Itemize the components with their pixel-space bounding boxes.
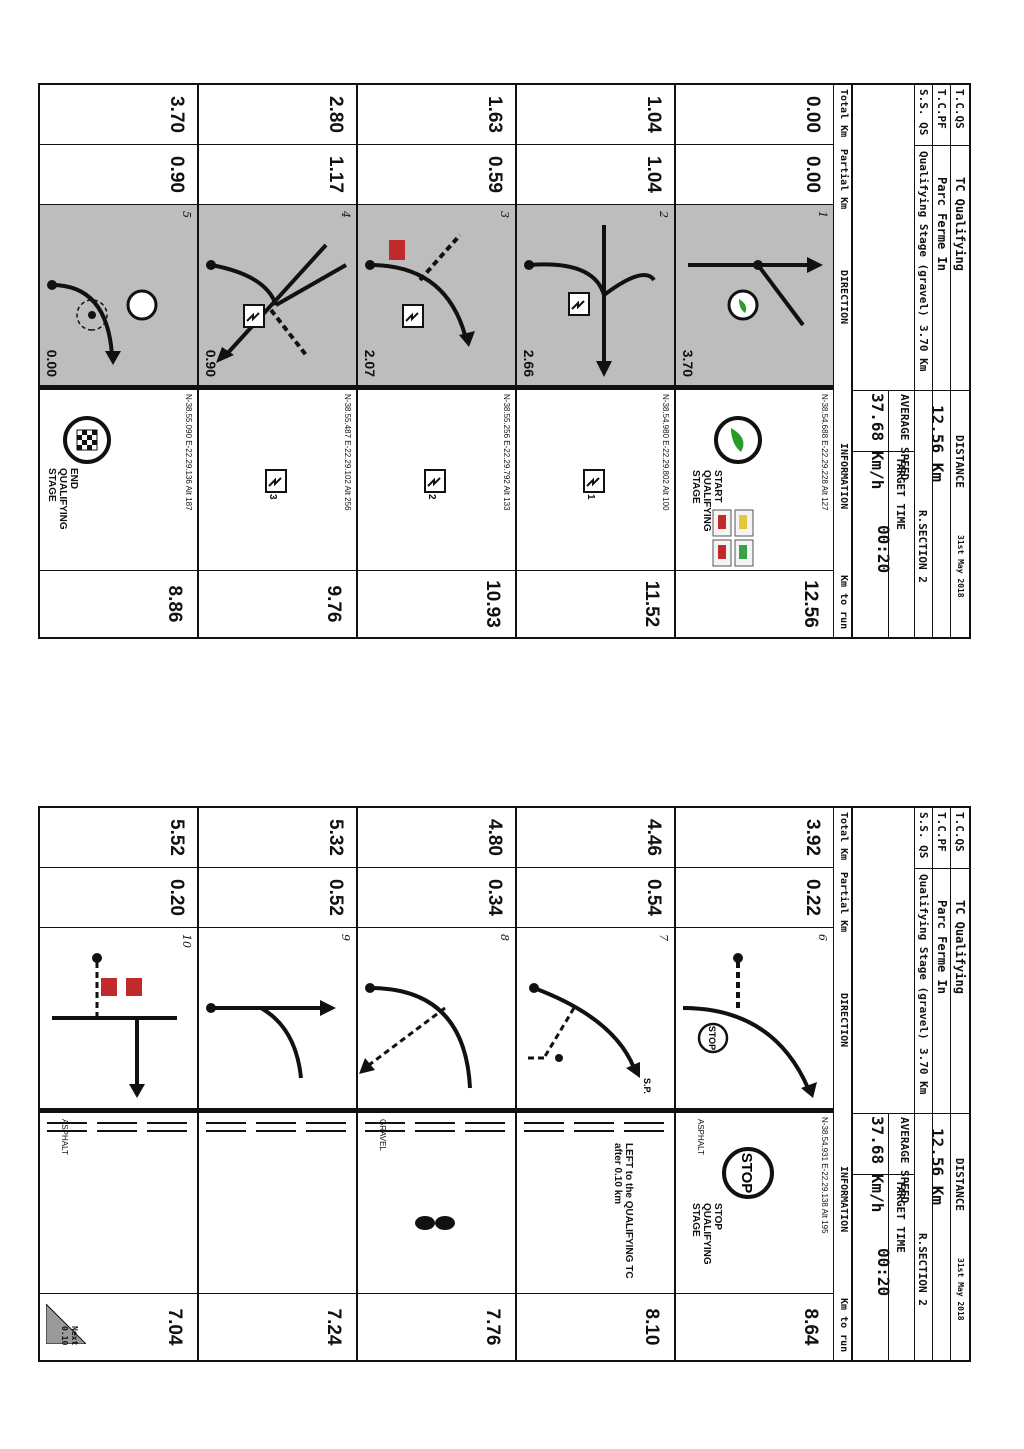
partial-km: 1.04	[643, 156, 664, 193]
avg-speed-value: 37.68 Km/h	[868, 393, 887, 490]
ss-code: S.S. QS	[917, 812, 930, 859]
tc-qs-name: TC Qualifying	[953, 177, 967, 271]
partial-km: 0.20	[166, 879, 187, 916]
ss-name: Qualifying Stage (gravel)	[917, 151, 930, 317]
tulip-diagram	[517, 205, 674, 385]
waypoint-row	[515, 806, 674, 1362]
tulip-diagram	[676, 205, 833, 385]
waypoint-row	[38, 806, 197, 1362]
sheet-header	[851, 83, 971, 639]
info-text: 1	[585, 494, 596, 500]
tc-pf-code: T.C.PF	[935, 812, 948, 852]
stage-distance: 0.00	[44, 349, 60, 377]
waypoint-number: 2	[657, 211, 670, 218]
rsection-text: R.SECTION 2	[916, 510, 929, 583]
km-to-run: 10.93	[482, 580, 503, 628]
gps-coordinates: N-38.54.980 E-22.29.802 Alt 100	[661, 394, 670, 511]
partial-km: 0.52	[325, 879, 346, 916]
house-icon	[126, 978, 142, 996]
info-text: 2	[426, 494, 437, 500]
col-km-to-run: Km to run	[838, 575, 849, 630]
arrows-icon	[517, 1113, 674, 1294]
surface-label: ASPHALT	[60, 1119, 69, 1155]
km-to-run: 8.86	[164, 585, 185, 623]
distance-label: DISTANCE	[953, 1158, 966, 1211]
stage-distance: 2.66	[521, 349, 537, 377]
waypoint-number: 1	[816, 211, 829, 218]
tulip-diagram	[517, 928, 674, 1108]
gps-coordinates: N-38.55.256 E-22.29.792 Alt 133	[502, 394, 511, 511]
tc-pf-name: Parc Ferme In	[935, 177, 949, 271]
waypoint-number: 4	[339, 211, 352, 218]
column-headers	[833, 806, 851, 1362]
next-value: 0.10	[60, 1326, 69, 1346]
total-km: 4.80	[484, 819, 505, 856]
sp-label: S.P.	[642, 1078, 652, 1094]
waypoint-number: 9	[339, 934, 352, 941]
waypoint-number: 10	[180, 934, 193, 948]
col-partial: Partial Km	[838, 872, 849, 933]
distance-value: 12.56 Km	[928, 405, 947, 483]
date-text: 31st May 2018	[956, 1258, 965, 1321]
partial-km: 0.22	[802, 879, 823, 916]
tulip-diagram	[676, 928, 833, 1108]
gps-coordinates: N-38.54.688 E-22.29.228 Alt 127	[820, 394, 829, 511]
chequered-flag-icon	[128, 291, 156, 319]
ss-name: Qualifying Stage (gravel)	[917, 874, 930, 1040]
col-information: INFORMATION	[838, 443, 849, 510]
tulip-diagram	[40, 205, 197, 385]
km-to-run: 7.76	[482, 1308, 503, 1346]
footprints-icon	[435, 1216, 455, 1230]
partial-km: 0.90	[166, 156, 187, 193]
waypoint-row	[356, 806, 515, 1362]
ss-code: S.S. QS	[917, 89, 930, 136]
tc-pf-code: T.C.PF	[935, 89, 948, 129]
km-to-run: 7.04	[164, 1308, 185, 1346]
rsection-text: R.SECTION 2	[916, 1233, 929, 1306]
col-total: Total Km	[838, 89, 849, 138]
col-total: Total Km	[838, 812, 849, 861]
waypoint-number: 8	[498, 934, 511, 941]
col-information: INFORMATION	[838, 1166, 849, 1233]
col-partial: Partial Km	[838, 149, 849, 210]
avg-speed-value: 37.68 Km/h	[868, 1116, 887, 1213]
partial-km: 1.17	[325, 156, 346, 193]
waypoint-row	[197, 806, 356, 1362]
tulip-diagram	[199, 928, 356, 1108]
total-km: 0.00	[802, 96, 823, 133]
surface-label: ASPHALT	[696, 1119, 705, 1155]
col-km-to-run: Km to run	[838, 1298, 849, 1353]
total-km: 4.46	[643, 819, 664, 856]
total-km: 1.63	[484, 96, 505, 133]
roadbook-sheet-1	[44, 83, 971, 639]
partial-km: 0.00	[802, 156, 823, 193]
km-to-run: 7.24	[323, 1308, 344, 1346]
target-time-label: TARGET TIME	[894, 457, 907, 530]
next-label: Next	[70, 1326, 79, 1346]
total-km: 3.70	[166, 96, 187, 133]
tc-qs-code: T.C.QS	[953, 812, 966, 852]
info-text: 3	[267, 494, 278, 500]
house-icon	[101, 978, 117, 996]
km-to-run: 9.76	[323, 585, 344, 623]
date-text: 31st May 2018	[956, 535, 965, 598]
tulip-diagram	[358, 928, 515, 1108]
total-km: 5.52	[166, 819, 187, 856]
waypoint-number: 7	[657, 934, 670, 941]
tulip-diagram	[199, 205, 356, 385]
partial-km: 0.54	[643, 879, 664, 916]
tulip-diagram	[40, 928, 197, 1108]
total-km: 3.92	[802, 819, 823, 856]
waypoint-row	[515, 83, 674, 639]
column-headers	[833, 83, 851, 639]
sheet-header	[851, 806, 971, 1362]
info-text: LEFT to the QUALIFYING TC after 0.10 km	[612, 1143, 634, 1279]
tc-qs-name: TC Qualifying	[953, 900, 967, 994]
km-to-run: 11.52	[641, 580, 662, 628]
tc-qs-code: T.C.QS	[953, 89, 966, 129]
avg-speed-label: AVERAGE SPEED	[898, 1117, 911, 1204]
house-icon	[389, 240, 405, 260]
waypoint-number: 6	[816, 934, 829, 941]
waypoint-row	[674, 83, 833, 639]
gps-coordinates: N-38.55.487 E-22.29.102 Alt 256	[343, 394, 352, 511]
km-to-run: 8.10	[641, 1308, 662, 1346]
distance-value: 12.56 Km	[928, 1128, 947, 1206]
avg-speed-label: AVERAGE SPEED	[898, 394, 911, 481]
svg-text:STOP: STOP	[707, 1025, 717, 1051]
waypoint-row	[38, 83, 197, 639]
gps-coordinates: N-38.55.090 E-22.29.136 Alt 187	[184, 394, 193, 511]
stage-distance: 0.90	[203, 349, 219, 377]
info-text: START QUALIFYING STAGE	[690, 470, 723, 532]
stage-distance: 2.07	[362, 349, 378, 377]
tulip-diagram	[358, 205, 515, 385]
waypoint-row	[356, 83, 515, 639]
gps-coordinates: N-38.54.931 E-22.29.138 Alt 195	[820, 1117, 829, 1234]
info-text: END QUALIFYING STAGE	[46, 468, 79, 530]
km-to-run: 12.56	[800, 580, 821, 628]
col-direction: DIRECTION	[838, 993, 849, 1048]
partial-km: 0.34	[484, 879, 505, 916]
roadbook-sheet-2	[56, 806, 971, 1362]
partial-km: 0.59	[484, 156, 505, 193]
waypoint-number: 5	[180, 211, 193, 218]
total-km: 2.80	[325, 96, 346, 133]
svg-text:STOP: STOP	[738, 1152, 755, 1194]
tc-pf-name: Parc Ferme In	[935, 900, 949, 994]
surface-label: GRAVEL	[378, 1119, 387, 1151]
waypoint-row	[197, 83, 356, 639]
total-km: 5.32	[325, 819, 346, 856]
stage-distance: 3.70	[680, 349, 696, 377]
waypoint-row	[674, 806, 833, 1362]
waypoint-number: 3	[498, 211, 511, 218]
target-time-value: 00:20	[874, 1248, 893, 1297]
info-text: STOP QUALIFYING STAGE	[690, 1203, 723, 1265]
distance-label: DISTANCE	[953, 435, 966, 488]
km-to-run: 8.64	[800, 1308, 821, 1346]
target-time-value: 00:20	[874, 525, 893, 574]
ss-length: 3.70 Km	[917, 1048, 930, 1095]
total-km: 1.04	[643, 96, 664, 133]
target-time-label: TARGET TIME	[894, 1180, 907, 1253]
col-direction: DIRECTION	[838, 270, 849, 325]
ss-length: 3.70 Km	[917, 325, 930, 372]
